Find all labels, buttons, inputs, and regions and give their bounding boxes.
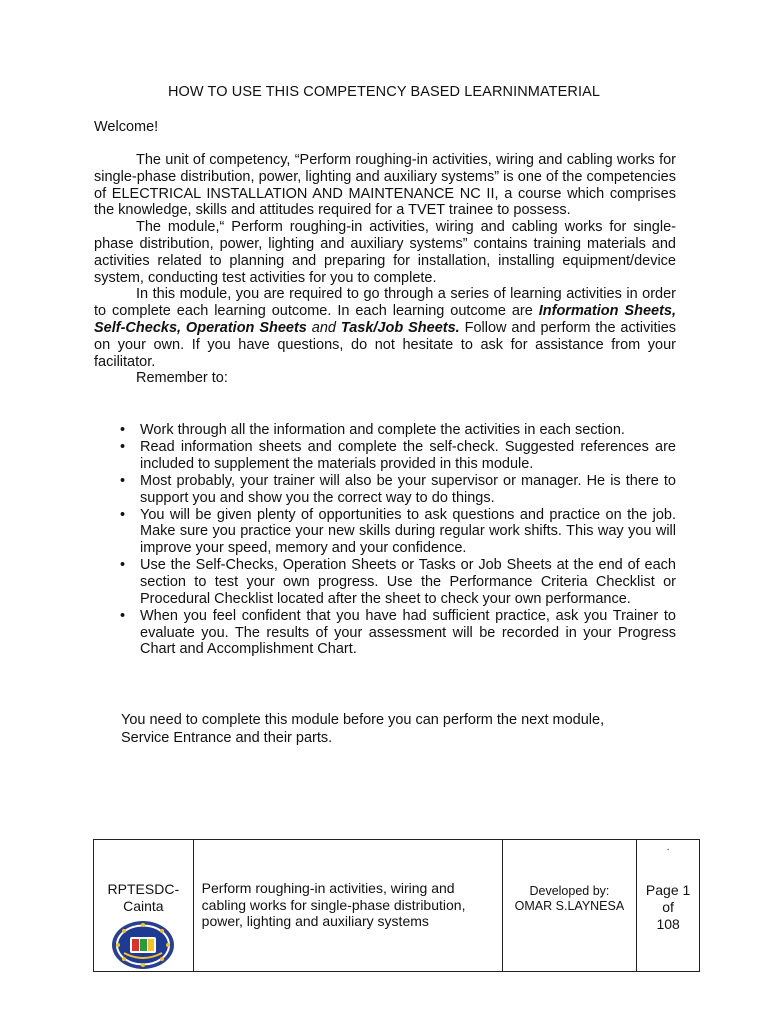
footer-org-cell [94,840,194,971]
developer-info [503,884,637,914]
list-item-text: When you feel confident that you have had sufficient practice, ask you Trainer to evaluate you. The results of your assessment will be recorded in your Progress Chart and Accomplishment Chart. [140,607,676,658]
instruction-list [116,422,676,658]
bullet-icon: • [120,422,126,438]
closing-line: Service Entrance and their parts. [121,730,333,746]
emphasis-task-job-sheets: Task/Job Sheets. [340,319,460,336]
list-item-text: Use the Self-Checks, Operation Sheets or Tasks or Job Sheets at the end of each section to test your own progress. Use the Performance Criteria Checklist or Procedural Checklist located after the sheet to check your own performance. [140,557,676,607]
list-item-text: Most probably, your trainer will also be your supervisor or manager. He is there to support you and show you the correct way to do things. [140,472,676,506]
footer-course-cell [194,840,503,971]
org-name [94,881,193,915]
bullet-icon: • [120,557,126,574]
emphasis-and: and [306,319,341,336]
list-item-text: Work through all the information and complete the activities in each section. [140,422,625,438]
list-item-text: You will be given plenty of opportunities to ask questions and practice on the job. Make sure you practice your new skills during regular work shifts. This way you will improve your speed, memory and your confidence. [140,506,676,557]
closing-note [121,711,681,747]
developer-name: OMAR S.LAYNESA [514,899,625,913]
footer-page-cell [637,840,699,971]
closing-line: You need to complete this module before you can perform the next module, [121,712,605,728]
bullet-icon: • [120,472,126,489]
org-name-line: RPTESDC- [107,881,180,897]
body-text [94,152,676,387]
paragraph-unit-of-competency: The unit of competency, “Perform roughing-in activities, wiring and cabling works for single-phase distribution, power, lighting and auxiliary systems” is one of the competencies of ELECTRICAL INSTALLATION AND MAINTENANCE NC II, a course which comprises the knowledge, skills and attitudes required for a TVET trainee to possess. [94,152,676,219]
list-item [116,608,676,658]
welcome-heading: Welcome! [94,119,159,135]
paragraph-remember: Remember to: [136,370,228,387]
page-total: 108 [656,916,680,932]
footer-developer-cell [503,840,638,971]
paragraph-learning-activities [94,286,676,370]
page-of: of [662,899,674,915]
course-title: Perform roughing-in activities, wiring and cabling works for single-phase distribution, power, lighting and auxiliary systems [201,880,466,929]
org-name-line: Cainta [123,898,164,914]
emphasis-sheet-types: Information Sheets, Self-Checks, Operation Sheets [94,303,676,336]
list-item [116,557,676,607]
list-item [116,507,676,557]
page-label: Page 1 [645,882,691,898]
developed-by-label: Developed by: [529,884,610,898]
page-number [637,882,699,933]
bullet-icon: • [120,506,126,523]
paragraph-learning-outro: Follow and perform the activities on your own. If you have questions, do not hesitate to ask for assistance from your facilitator. [94,319,677,370]
tesda-seal-icon [110,919,176,971]
list-item [116,422,676,439]
list-item [116,439,676,473]
bullet-icon: • [120,438,126,455]
bullet-icon: • [120,607,126,624]
paragraph-module: The module,“ Perform roughing-in activities, wiring and cabling works for single-phase distribution, power, lighting and auxiliary systems” contains training materials and activities related to planning and preparing for installation, installing equipment/device system, conducting test activities for you to complete. [94,219,676,286]
list-item [116,473,676,507]
list-item-text: Read information sheets and complete the self-check. Suggested references are included to supplement the materials provided in this module. [140,438,676,472]
footer-table [93,839,700,972]
document-title: HOW TO USE THIS COMPETENCY BASED LEARNINMATERIAL [167,84,601,100]
paragraph-learning-intro: In this module, you are required to go through a series of learning activities in order to complete each learning outcome. In each learning outcome are [94,286,676,320]
corner-mark: . [666,842,670,853]
